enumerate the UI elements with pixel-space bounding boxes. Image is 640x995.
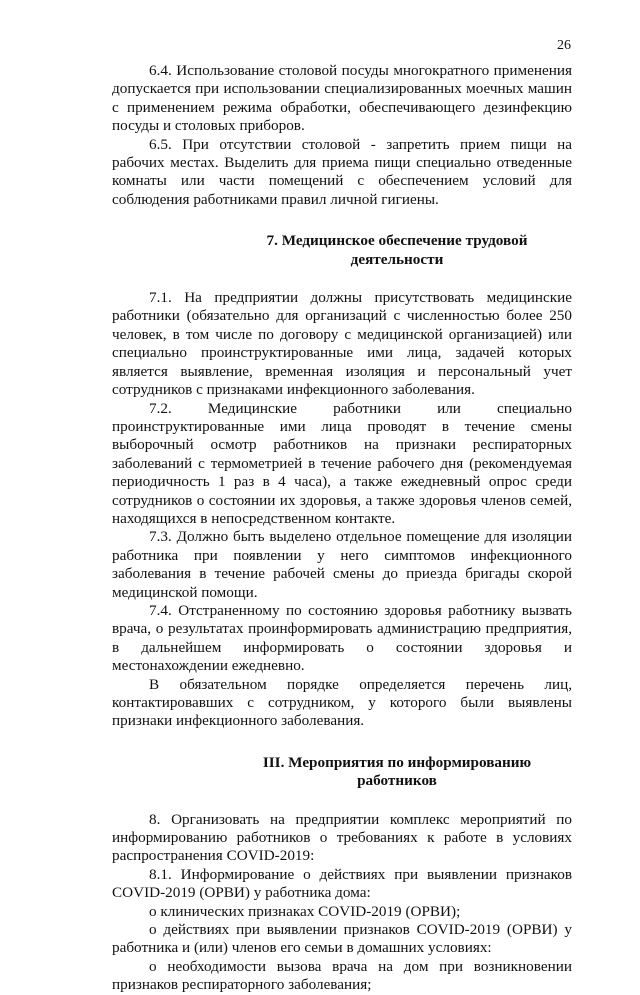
list-item-call-doctor: о необходимости вызова врача на дом при возникновении признаков респираторного заболевания; xyxy=(112,957,572,994)
paragraph-7-1: 7.1. На предприятии должны присутствовать медицинские работники (обязательно для организаций с численностью более 250 человек, в том числе по договору с медицинской организацией) или специально проинструктированные ими лица, задачей которых является выявление, временная изоляция и персональный учет сотрудников с признаками инфекционного заболевания. xyxy=(112,289,572,399)
section-7-heading: 7. Медицинское обеспечение трудовой деятельности xyxy=(266,232,528,268)
section-iii-heading: III. Мероприятия по информированию работников xyxy=(262,753,532,790)
list-item-clinical-signs: о клинических признаках COVID-2019 (ОРВИ); xyxy=(149,902,461,920)
page-number: 26 xyxy=(557,38,571,53)
page-content xyxy=(112,62,572,995)
paragraph-8: 8. Организовать на предприятии комплекс мероприятий по информированию работников о требованиях к работе в условиях распространения COVID-2019: xyxy=(112,810,572,865)
paragraph-7-contacts: В обязательном порядке определяется перечень лиц, контактировавших с сотрудником, у которого были выявлены признаки инфекционного заболевания. xyxy=(112,675,572,730)
paragraph-8-1: 8.1. Информирование о действиях при выявлении признаков COVID-2019 (ОРВИ) у работника дома: xyxy=(112,865,572,902)
paragraph-7-4: 7.4. Отстраненному по состоянию здоровья работнику вызвать врача, о результатах проинформировать администрацию предприятия, в дальнейшем информировать о состоянии здоровья и местонахождении ежедневно. xyxy=(112,601,572,675)
paragraph-7-2: 7.2. Медицинские работники или специально проинструктированные ими лица проводят в течение смены выборочный осмотр работников на признаки респираторных заболеваний с термометрией в течение рабочего дня (рекомендуемая периодичность 1 раз в 4 часа), а также ежедневный опрос среди сотрудников о состоянии их здоровья, а также здоровья членов семей, находящихся в непосредственном контакте. xyxy=(112,399,572,527)
paragraph-7-3: 7.3. Должно быть выделено отдельное помещение для изоляции работника при появлении у него симптомов инфекционного заболевания в течение рабочей смены до приезда бригады скорой медицинской помощи. xyxy=(112,528,572,601)
paragraph-6-5: 6.5. При отсутствии столовой - запретить прием пищи на рабочих местах. Выделить для приема пищи специально отведенные комнаты или части помещений с обеспечением условий для соблюдения работниками правил личной гигиены. xyxy=(112,135,572,208)
list-item-actions-home: о действиях при выявлении признаков COVID-2019 (ОРВИ) у работника и (или) членов его семьи в домашних условиях: xyxy=(112,921,572,957)
paragraph-6-4: 6.4. Использование столовой посуды многократного применения допускается при использовании специализированных моечных машин с применением режима обработки, обеспечивающего дезинфекцию посуды и столовых приборов. xyxy=(112,62,572,135)
